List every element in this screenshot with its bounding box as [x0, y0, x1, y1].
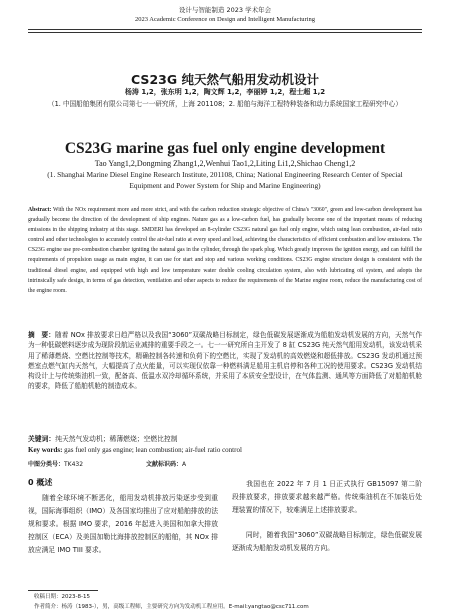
section-heading: 0 概述: [28, 478, 53, 487]
authors-cn: 杨涛 1,2，张东明 1,2，陶文辉 1,2，李丽婷 1,2，程士超 1,2: [124, 88, 326, 96]
page-title-cn: CS23G 纯天然气船用发动机设计: [131, 72, 319, 87]
paragraph: 随着全球环境不断恶化，船用发动机排放污染逐步受到重视，国际海事组织（IMO）及各国家均推出了应对船舶排放的法规和要求。根据 IMO 要求，2016 年起进入美国和加拿大排放控制区（ECA）及美国加勒比海排放控制区的船舶，其 NOx 排放应满足 IMO TIII 要求。: [28, 494, 219, 554]
abstract-cn-text: 随着 NOx 排放要求日趋严格以及我国“3060”双碳战略目标制定，绿色低碳发展逐渐成为船舶发动机发展的方向，天然气作为一种低碳燃料逐步成为现阶段航运业减排的重要手段之一。七一一研究所自主开发了 8 缸 CS23G 纯天然气船用发动机，该发动机采用了稀薄燃烧、空燃比控制等技术，精确控制各转速和负荷下的空燃比，实现了发动机的高效燃烧和超低排放。CS23G 发动机通过预燃室点燃气缸内天然气，大幅提高了点火能量，可以实现仅依靠一种燃料满足船用主机启停和各种工况的使用要求。CS23G 发动机结构设计上与传统柴油机一致，配备高、低温水双冷却循环系统，并采用了本质安全型设计，在气体监测、通风等方面降低了对船舶机舱的要求，降低了船舶机舱的制造成本。: [28, 331, 422, 391]
body-column-right: [232, 478, 422, 555]
keywords-cn: [28, 433, 178, 443]
abstract-en: [28, 205, 422, 296]
keywords-cn-text: 纯天然气发动机；稀薄燃烧；空燃比控制: [55, 435, 178, 443]
affiliation-cn: （1. 中国船舶集团有限公司第七一一研究所，上海 201108；2. 船舶与海洋工程特种装备和动力系统国家工程研究中心）: [48, 100, 402, 108]
document-code: [146, 459, 186, 468]
keywords-cn-label: 关键词：: [28, 435, 56, 443]
page-title-en: CS23G marine gas fuel only engine development: [64, 140, 386, 157]
document-code-value: A: [182, 461, 187, 468]
authors-en: Tao Yang1,2,Dongming Zhang1,2,Wenhui Tao1,2,Liting Li1,2,Shichao Cheng1,2: [94, 159, 356, 168]
document-code-label: 文献标识码：: [146, 461, 183, 468]
footnote-rule: [28, 590, 98, 591]
affiliation-en: (1. Shanghai Marine Diesel Engine Research Institute, 201108, China; National Engineering Research Center of Special Equipment and Power System for Ship and Marine Engineering): [47, 170, 403, 190]
conference-header-cn: 设计与智能制造 2023 学术年会: [178, 6, 272, 14]
abstract-en-label: Abstract:: [28, 207, 52, 213]
header-rule: [28, 29, 422, 30]
conference-header-en: 2023 Academic Conference on Design and Intelligent Manufacturing: [135, 16, 315, 23]
abstract-en-text: With the NOx requirement more and more strict, and with the carbon reduction strategic objective of China's "3060", green and low-carbon development has gradually become the direction of the development of ship engines. Nature gas as a low-carbon fuel, has gradually become one of the important means of reducing emissions in the shipping industry at this stage. SMDERI has developed an 8-cylinder CS23G natural gas fuel only engine, which using lean combustion, air-fuel ratio control and other technologies to accurately control the air-fuel ratio at every speed and load, achieving the characteristics of efficient combustion and low emissions. The CS23G engine use pre-combustion chamber igniting the natural gas in the cylinder, through the spark plug. Which greatly improves the ignition energy, and can fulfill the requirements of propulsion usage as main engine, it can use for start and stop and various working conditions. CS23G engine structure design is consistent with the traditional diesel engine, and equipped with high and low temperature water double cooling circulation system, also with lubricating oil system, and adopts the intrinsically safe design, in terms of gas detection, ventilation and other aspects to reduce the requirements of the Marine engine room, reduce the manufacturing cost of the engine room.: [28, 207, 422, 294]
body-column-left: [28, 492, 218, 557]
header-rule-thin: [28, 32, 422, 33]
paragraph: 同时，随着我国“3060”双碳战略目标制定，绿色低碳发展逐渐成为船舶发动机发展的方向。: [232, 530, 423, 552]
abstract-cn-label: 摘 要：: [28, 331, 56, 339]
keywords-en-text: gas fuel only gas engine; lean combustion; air-fuel ratio control: [64, 446, 242, 454]
classification-value: TK432: [64, 461, 84, 468]
classification-number: [28, 459, 83, 468]
paragraph: 我国也在 2022 年 7 月 1 日正式执行 GB15097 第二阶段排放要求，排放要求越来越严格。传统柴油机在不加装后处理装置的情况下，较难满足上述排放要求。: [232, 480, 422, 514]
keywords-en: [28, 446, 242, 454]
received-date: 收稿日期：2023-8-15: [34, 594, 90, 600]
author-info: 作者简介：杨涛（1983-），男，高级工程师，主要研究方向为发动机工程应用。E-mail:yangtao@csc711.com: [34, 604, 309, 610]
abstract-cn: [28, 330, 422, 392]
keywords-en-label: Key words:: [28, 446, 63, 454]
classification-label: 中图分类号：: [28, 461, 65, 468]
